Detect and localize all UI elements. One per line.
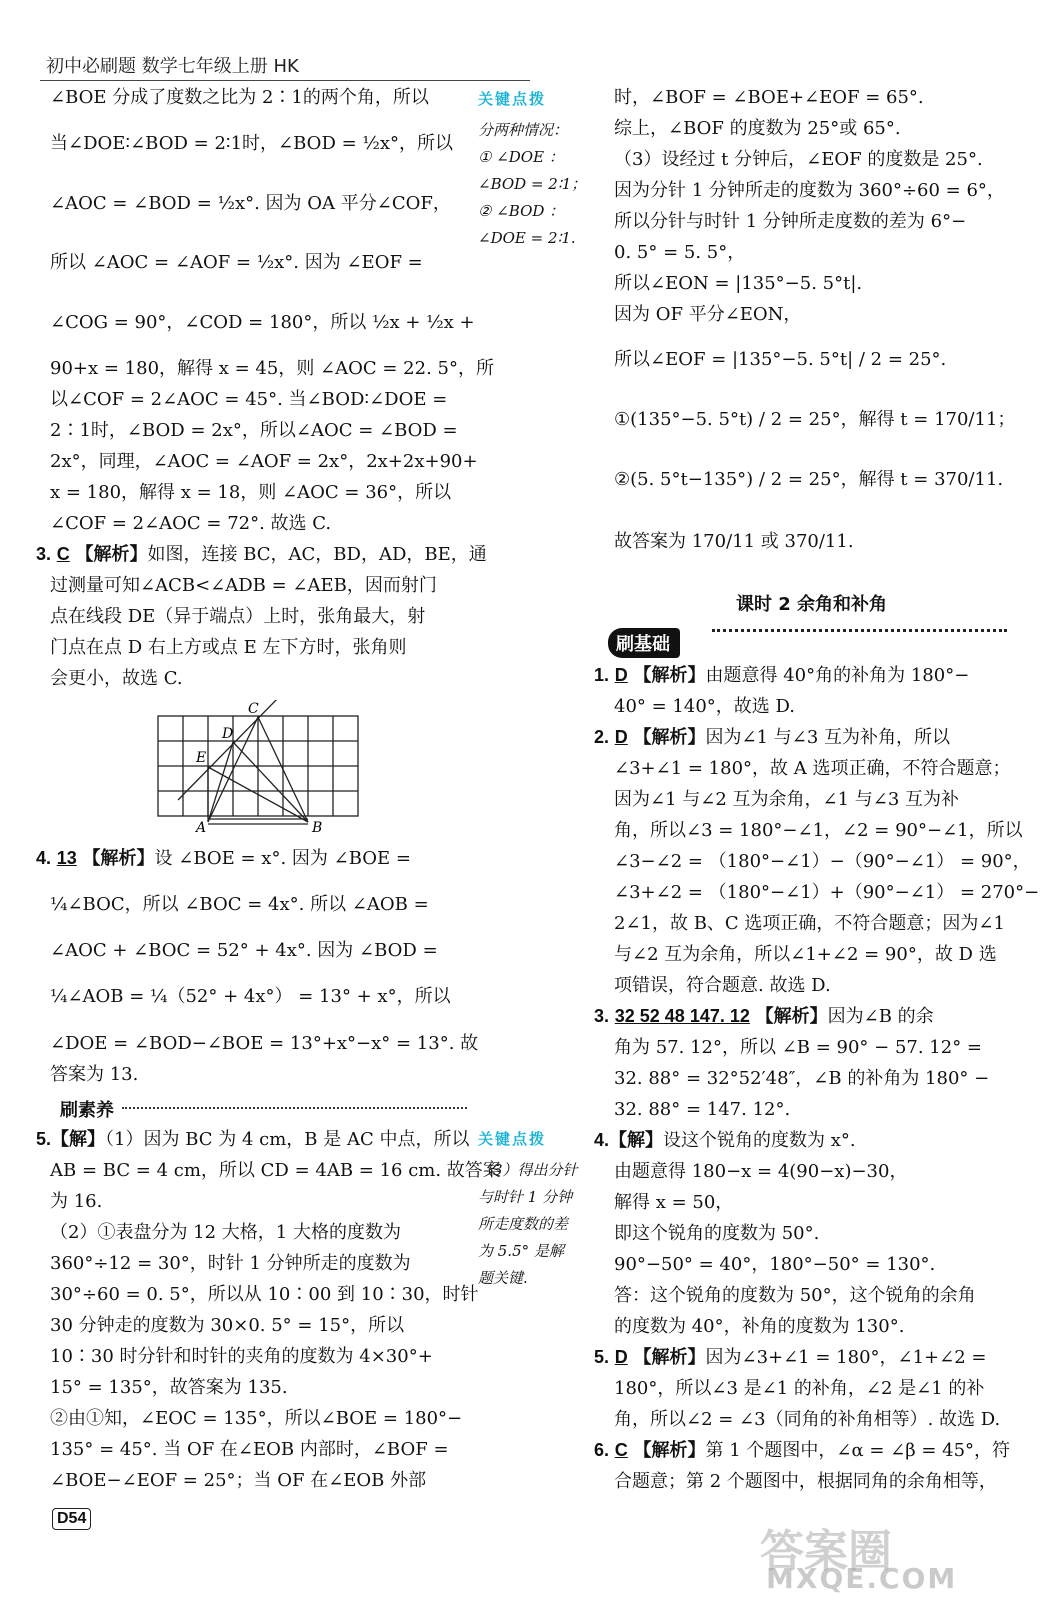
lesson-title: 课时 2 余角和补角	[735, 594, 888, 615]
text-line: 2∠1，故 B、C 选项正确，不符合题意；因为∠1	[614, 913, 1005, 934]
question-5	[594, 1342, 1009, 1435]
text-line: 2∶1时，∠BOD = 2x°，所以∠AOC = ∠BOD =	[50, 420, 458, 441]
text-line: 的度数为 40°，补角的度数为 130°.	[614, 1316, 905, 1337]
watermark-logo: 答案圈	[760, 1526, 892, 1577]
text-line: 角，所以∠2 = ∠3（同角的补角相等）. 故选 D.	[614, 1409, 1001, 1430]
analysis-tag: 【解析】	[633, 1440, 706, 1461]
answer-mark: D	[614, 665, 628, 685]
key-tip-heading: 关键点拨	[478, 90, 547, 108]
text-line: 以∠COF = 2∠AOC = 45°. 当∠BOD∶∠DOE =	[50, 389, 448, 410]
question-3	[594, 1001, 1009, 1125]
text-line: ∠AOC = ∠BOD = ½x°. 因为 OA 平分∠COF，	[50, 193, 451, 214]
text-line: ∠AOC + ∠BOC = 52° + 4x°. 因为 ∠BOD =	[50, 940, 438, 961]
text-line: ∠COG = 90°，∠COD = 180°，所以 ½x + ½x +	[50, 312, 475, 333]
watermark-url: MXQE.COM	[766, 1562, 958, 1595]
analysis-tag: 【解析】	[75, 544, 148, 565]
text-line: 项错误，符合题意. 故选 D.	[614, 975, 831, 996]
text-line: 点在线段 DE（异于端点）上时，张角最大，射	[50, 606, 426, 627]
equation-line: 所以∠EOF = |135°−5. 5°t| / 2 = 25°.	[614, 349, 947, 370]
text-line: 32. 88° = 32°52′48″，∠B 的补角为 180° −	[614, 1068, 990, 1089]
header-divider	[40, 80, 530, 81]
answer-mark: 13	[56, 848, 77, 868]
question-4	[594, 1125, 1009, 1342]
equation-line: ①(135°−5. 5°t) / 2 = 25°，解得 t = 170/11；	[614, 409, 1016, 430]
analysis-tag: 【解析】	[82, 848, 155, 869]
analysis-tag: 【解析】	[633, 665, 706, 686]
text-line: 所以分针与时针 1 分钟所走度数的差为 6°−	[614, 211, 967, 232]
question-6	[594, 1435, 1009, 1497]
answer-mark: C	[56, 544, 70, 564]
tip-line: ∠BOD = 2∶1；	[478, 175, 587, 193]
tip-line: 为 5.5° 是解	[478, 1242, 564, 1260]
question-number: 4.	[594, 1130, 610, 1150]
question-2	[594, 722, 1040, 1001]
text-line: ∠3+∠1 = 180°，故 A 选项正确，不符合题意；	[614, 758, 1011, 779]
question-number: 5.	[594, 1347, 610, 1367]
text-line: ∠3−∠2 = （180°−∠1）−（90°−∠1） = 90°，	[614, 851, 1031, 872]
text-line: 角为 57. 12°，所以 ∠B = 90° − 57. 12° =	[614, 1037, 983, 1058]
tip-line: （3）得出分针	[478, 1161, 578, 1179]
text-line: 解得 x = 50，	[614, 1192, 734, 1213]
tip-line: ∠DOE = 2∶1.	[478, 229, 576, 247]
text-line: 会更小，故选 C.	[50, 668, 183, 689]
text-line: x = 180，解得 x = 18，则 ∠AOC = 36°，所以	[50, 482, 452, 503]
text-line: 0. 5° = 5. 5°，	[614, 242, 746, 263]
right-column	[594, 82, 1040, 1497]
text-line: 360°÷12 = 30°，时针 1 分钟所走的度数为	[50, 1253, 411, 1274]
text-line: 135° = 45°. 当 OF 在∠EOB 内部时，∠BOF =	[50, 1439, 449, 1460]
text-line: 30 分钟走的度数为 30×0. 5° = 15°，所以	[50, 1315, 405, 1336]
section-jichu-badge: 刷基础	[608, 628, 680, 658]
q2-continuation	[50, 82, 494, 539]
analysis-tag: 【解析】	[633, 1347, 706, 1368]
text-line: 与∠2 互为余角，所以∠1+∠2 = 90°，故 D 选	[614, 944, 997, 965]
text-line: ∠BOE 分成了度数之比为 2∶1的两个角，所以	[50, 87, 429, 108]
text-line: 30°÷60 = 0. 5°，所以从 10∶00 到 10∶30，时针	[50, 1284, 479, 1305]
page-number: D54	[52, 1508, 91, 1530]
solution-tag: 【解】	[609, 1130, 664, 1151]
question-number: 5.	[36, 1129, 52, 1149]
text-line: 32. 88° = 147. 12°.	[614, 1099, 791, 1120]
text-line: 当∠DOE∶∠BOD = 2∶1时，∠BOD = ½x°，所以	[50, 133, 453, 154]
answer-mark: D	[614, 1347, 628, 1367]
text-line: 过测量可知∠ACB<∠ADB = ∠AEB，因而射门	[50, 575, 437, 596]
text-line: 设 ∠BOE = x°. 因为 ∠BOE =	[154, 848, 411, 869]
tip-line: ② ∠BOD ：	[478, 202, 565, 220]
question-number: 1.	[594, 665, 610, 685]
analysis-tag: 【解析】	[633, 727, 706, 748]
tip-line: 所走度数的差	[478, 1215, 569, 1233]
text-line: 因为∠1 与∠3 互为补角，所以	[705, 727, 950, 748]
equation-line: 故答案为 170/11 或 370/11.	[614, 531, 854, 552]
text-line: 第 1 个题图中，∠α = ∠β = 45°，符	[705, 1440, 1011, 1461]
question-number: 6.	[594, 1440, 610, 1460]
key-tip-1	[478, 88, 586, 252]
tip-line: 与时针 1 分钟	[478, 1188, 573, 1206]
label-c: C	[248, 701, 259, 717]
equation-line: ②(5. 5°t−135°) / 2 = 25°，解得 t = 370/11.	[614, 469, 1004, 490]
question-3	[36, 539, 487, 694]
text-line: ¼∠BOC，所以 ∠BOC = 4x°. 所以 ∠AOB =	[50, 894, 429, 915]
analysis-tag: 【解析】	[755, 1006, 828, 1027]
text-line: 门点在点 D 右上方或点 E 左下方时，张角则	[50, 637, 407, 658]
label-d: D	[222, 726, 234, 742]
text-line: ∠BOE−∠EOF = 25°；当 OF 在∠EOB 外部	[50, 1470, 427, 1491]
text-line: 90°−50° = 40°，180°−50° = 130°.	[614, 1254, 936, 1275]
text-line: AB = BC = 4 cm，所以 CD = 4AB = 16 cm. 故答案	[50, 1160, 501, 1181]
text-line: 10∶30 时分针和时针的夹角的度数为 4×30°+	[50, 1346, 433, 1367]
text-line: 时，∠BOF = ∠BOE+∠EOF = 65°.	[614, 87, 924, 108]
text-line: （1）因为 BC 为 4 cm，B 是 AC 中点，所以	[105, 1129, 470, 1150]
question-5	[36, 1124, 501, 1496]
tip-line: 题关键.	[478, 1269, 528, 1287]
grid-figure	[150, 700, 365, 840]
text-line: 由题意得 40°角的补角为 180°−	[705, 665, 970, 686]
question-4	[36, 843, 479, 1090]
key-tip-2	[478, 1128, 586, 1292]
text-line: ∠3+∠2 = （180°−∠1）+（90°−∠1） = 270°−	[614, 882, 1040, 903]
text-line: ∠COF = 2∠AOC = 72°. 故选 C.	[50, 513, 332, 534]
answer-mark: C	[614, 1440, 628, 1460]
text-line: 所以∠EON = |135°−5. 5°t|.	[614, 273, 863, 294]
text-line: 如图，连接 BC，AC，BD，AD，BE，通	[147, 544, 487, 565]
text-line: 为 16.	[50, 1191, 103, 1212]
page-header: 初中必刷题 数学七年级上册 HK	[46, 56, 299, 77]
text-line: 40° = 140°，故选 D.	[614, 696, 796, 717]
left-column-lower	[36, 843, 501, 1496]
text-line: 所以 ∠AOC = ∠AOF = ½x°. 因为 ∠EOF =	[50, 252, 423, 273]
question-1	[594, 660, 1009, 722]
label-b: B	[312, 820, 323, 836]
question-number: 4.	[36, 848, 52, 868]
text-line: 综上，∠BOF 的度数为 25°或 65°.	[614, 118, 901, 139]
text-line: 由题意得 180−x = 4(90−x)−30，	[614, 1161, 908, 1182]
text-line: ∠DOE = ∠BOD−∠BOE = 13°+x°−x° = 13°. 故	[50, 1033, 479, 1054]
text-line: 设这个锐角的度数为 x°.	[663, 1130, 856, 1151]
question-number: 2.	[594, 727, 610, 747]
answer-mark: 32 52 48 147. 12	[614, 1006, 750, 1026]
question-number: 3.	[36, 544, 52, 564]
solution-tag: 【解】	[51, 1129, 106, 1150]
label-a: A	[196, 820, 207, 836]
text-line: （2）①表盘分为 12 大格，1 大格的度数为	[50, 1222, 401, 1243]
answer-mark: D	[614, 727, 628, 747]
text-line: 因为∠1 与∠2 互为余角，∠1 与∠3 互为补	[614, 789, 960, 810]
text-line: ¼∠AOB = ¼（52° + 4x°） = 13° + x°，所以	[50, 986, 451, 1007]
tip-line: 分两种情况：	[478, 121, 569, 139]
section-divider	[712, 629, 1007, 632]
text-line: 2x°，同理，∠AOC = ∠AOF = 2x°，2x+2x+90+	[50, 451, 478, 472]
text-line: 因为 OF 平分∠EON，	[614, 304, 802, 325]
text-line: ②由①知，∠EOC = 135°，所以∠BOE = 180°−	[50, 1408, 463, 1429]
text-line: （3）设经过 t 分钟后，∠EOF 的度数是 25°.	[614, 149, 983, 170]
section-divider	[122, 1107, 467, 1109]
text-line: 合题意；第 2 个题图中，根据同角的余角相等，	[614, 1471, 997, 1492]
text-line: 答案为 13.	[50, 1064, 139, 1085]
text-line: 因为∠3+∠1 = 180°，∠1+∠2 =	[705, 1347, 987, 1368]
left-column	[36, 82, 494, 694]
text-line: 因为∠B 的余	[827, 1006, 934, 1027]
text-line: 答：这个锐角的度数为 50°，这个锐角的余角	[614, 1285, 976, 1306]
text-line: 180°，所以∠3 是∠1 的补角，∠2 是∠1 的补	[614, 1378, 985, 1399]
section-suyang: 刷素养	[60, 1100, 114, 1121]
text-line: 角，所以∠3 = 180°−∠1，∠2 = 90°−∠1，所以	[614, 820, 1023, 841]
text-line: 90+x = 180，解得 x = 45，则 ∠AOC = 22. 5°，所	[50, 358, 494, 379]
key-tip-heading: 关键点拨	[478, 1130, 547, 1148]
label-e: E	[196, 750, 207, 766]
question-number: 3.	[594, 1006, 610, 1026]
text-line: 15° = 135°，故答案为 135.	[50, 1377, 288, 1398]
text-line: 即这个锐角的度数为 50°.	[614, 1223, 820, 1244]
text-line: 因为分针 1 分钟所走的度数为 360°÷60 = 6°，	[614, 180, 1005, 201]
tip-line: ① ∠DOE ：	[478, 148, 564, 166]
